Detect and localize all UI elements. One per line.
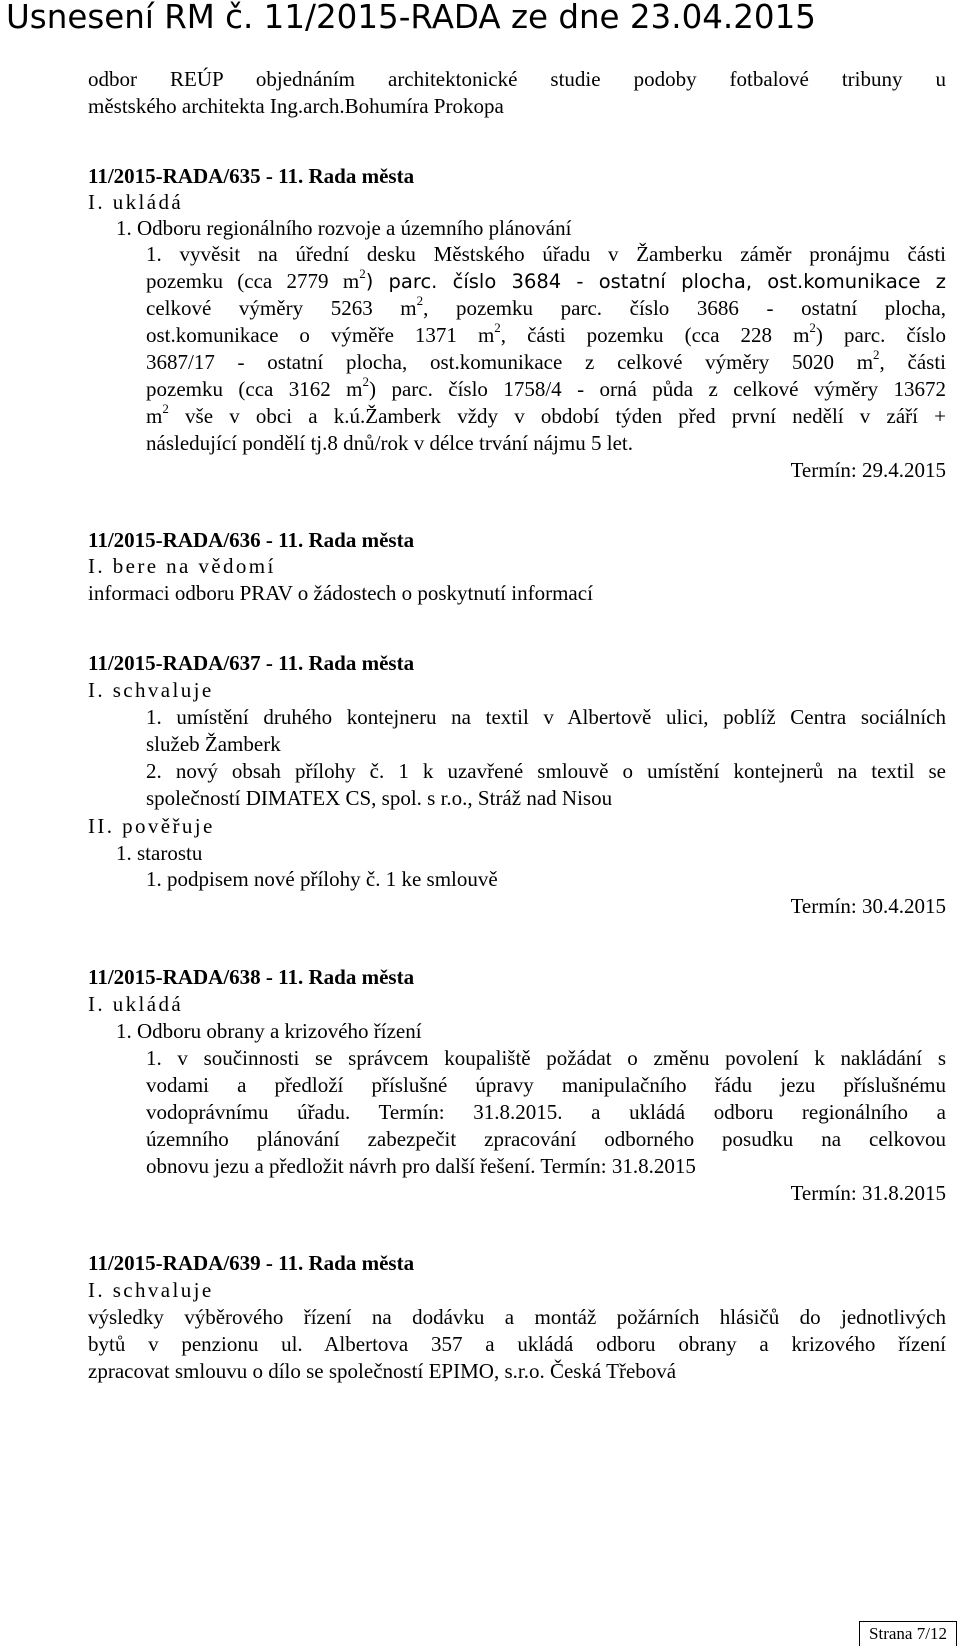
resolution-heading: 11/2015-RADA/636 - 11. Rada města bbox=[88, 528, 415, 552]
resolution-heading: 11/2015-RADA/639 - 11. Rada města bbox=[88, 1251, 415, 1275]
resolution-text-line: služeb Žamberk bbox=[146, 732, 281, 756]
resolution-text-line: celkové výměry 5263 $m^2$, pozemku parc. číslo 3686 - ostatní plocha, bbox=[146, 293, 946, 320]
resolution-verb: II. pověřuje bbox=[88, 814, 215, 838]
resolution-text-line: $m^2$ vše v obci a k.ú.Žamberk vždy v období týden před první nedělí v září + bbox=[146, 401, 946, 428]
intro-line: městského architekta Ing.arch.Bohumíra Prokopa bbox=[88, 94, 504, 118]
resolution-heading: 11/2015-RADA/638 - 11. Rada města bbox=[88, 965, 415, 989]
resolution-text-line: ost.komunikace o výměře 1371 $m^2$, části pozemku (cca 228 $m^2$) parc. číslo bbox=[146, 320, 947, 347]
deadline: Termín: 30.4.2015 bbox=[790, 894, 946, 918]
resolution-verb: I. ukládá bbox=[88, 992, 184, 1016]
resolution-text-line: 1. vyvěsit na úřední desku Městského úřadu v Žamberku záměr pronájmu části bbox=[146, 242, 946, 266]
resolution-text-line: 3687/17 - ostatní plocha, ost.komunikace z celkové výměry 5020 $m^2$, části bbox=[146, 347, 947, 374]
resolution-verb: I. schvaluje bbox=[88, 1278, 214, 1302]
resolution-text-line: pozemku (cca 3162 $m^2$) parc. číslo 1758/4 - orná půda z celkové výměry 13672 bbox=[146, 374, 946, 401]
resolution-heading: 11/2015-RADA/637 - 11. Rada města bbox=[88, 651, 415, 675]
resolution-text-line: zpracovat smlouvu o dílo se společností EPIMO, s.r.o. Česká Třebová bbox=[88, 1359, 677, 1383]
resolution-verb: I. bere na vědomí bbox=[88, 554, 276, 578]
resolution-text-line: bytů v penzionu ul. Albertova 357 a ukládá odboru obrany a krizového řízení bbox=[88, 1332, 946, 1356]
intro-line: odbor REÚP objednáním architektonické studie podoby fotbalové tribuny u bbox=[88, 67, 946, 91]
resolution-text-line: vodoprávnímu úřadu. Termín: 31.8.2015. a ukládá odboru regionálního a bbox=[146, 1100, 946, 1124]
resolution-text-line: 1. podpisem nové přílohy č. 1 ke smlouvě bbox=[146, 867, 498, 891]
page-number: Strana 7/12 bbox=[859, 1621, 957, 1646]
resolution-text-line: společností DIMATEX CS, spol. s r.o., Stráž nad Nisou bbox=[146, 786, 613, 810]
resolution-text-line: následující pondělí tj.8 dnů/rok v délce trvání nájmu 5 let. bbox=[146, 431, 633, 455]
resolution-target: 1. Odboru obrany a krizového řízení bbox=[116, 1019, 422, 1043]
resolution-verb: I. schvaluje bbox=[88, 678, 214, 702]
resolution-text-line: vodami a předloží příslušné úpravy manipulačního řádu jezu příslušnému bbox=[146, 1073, 946, 1097]
resolution-verb: I. ukládá bbox=[88, 190, 184, 214]
resolution-text-line: informaci odboru PRAV o žádostech o poskytnutí informací bbox=[88, 581, 593, 605]
resolution-text-line: 1. umístění druhého kontejneru na textil v Albertově ulici, poblíž Centra sociálních bbox=[146, 705, 946, 729]
deadline: Termín: 31.8.2015 bbox=[790, 1181, 946, 1205]
resolution-target: 1. starostu bbox=[116, 841, 203, 865]
resolution-text-line: obnovu jezu a předložit návrh pro další řešení. Termín: 31.8.2015 bbox=[146, 1154, 696, 1178]
resolution-target: 1. Odboru regionálního rozvoje a územního plánování bbox=[116, 216, 572, 240]
deadline: Termín: 29.4.2015 bbox=[790, 458, 946, 482]
resolution-text-line: 1. v součinnosti se správcem koupaliště požádat o změnu povolení k nakládání s bbox=[146, 1046, 946, 1070]
resolution-text-line: výsledky výběrového řízení na dodávku a montáž požárních hlásičů do jednotlivých bbox=[88, 1305, 946, 1329]
page-header-title: Usnesení RM č. 11/2015-RADA ze dne 23.04.2015 bbox=[6, 0, 816, 36]
resolution-text-line: 2. nový obsah přílohy č. 1 k uzavřené smlouvě o umístění kontejnerů na textil se bbox=[146, 759, 946, 783]
resolution-text-line: pozemku (cca 2779 $m^2$) parc. číslo 3684 - ostatní plocha, ost.komunikace z bbox=[146, 266, 946, 293]
resolution-text-line: územního plánování zabezpečit zpracování odborného posudku na celkovou bbox=[146, 1127, 946, 1151]
resolution-heading: 11/2015-RADA/635 - 11. Rada města bbox=[88, 164, 415, 188]
